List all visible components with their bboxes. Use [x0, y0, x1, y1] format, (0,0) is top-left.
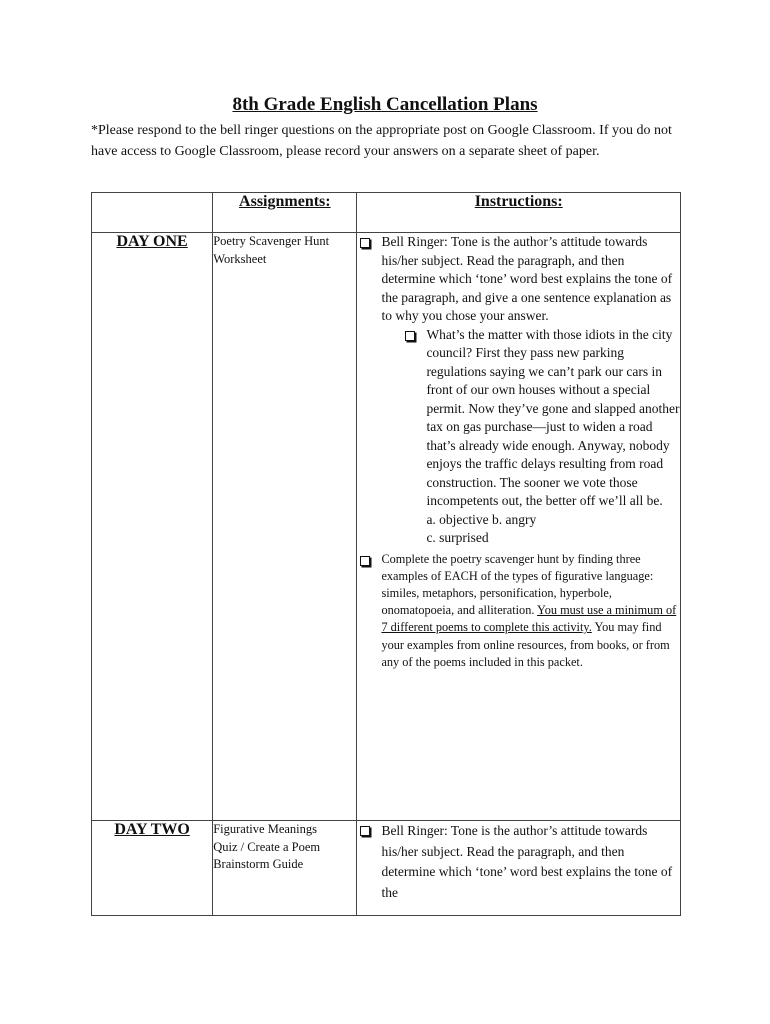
- header-instructions: Instructions:: [357, 193, 681, 233]
- day-one-instructions: [357, 233, 681, 821]
- day-two-row: [92, 821, 681, 916]
- assignment-line: Figurative Meanings: [213, 822, 318, 836]
- answer-choice-c: c. surprised: [426, 530, 489, 545]
- header-row: [92, 193, 681, 233]
- list-item: [357, 233, 680, 548]
- checkbox-bullet-icon: [360, 556, 370, 566]
- day-one-row: [92, 233, 681, 821]
- header-assignments: Assignments:: [213, 193, 357, 233]
- day-two-instructions: [357, 821, 681, 916]
- day-one-label: DAY ONE: [92, 233, 213, 821]
- checkbox-bullet-icon: [405, 331, 415, 341]
- task-text-start: Complete the poetry scavenger hunt by finding three examples of EACH of the types of figurative language: similes, metaphors, personification, hyperbole, onomatopoeia, and alliteration.: [381, 551, 654, 618]
- day-two-assignment: [213, 821, 357, 916]
- assignment-line: Brainstorm Guide: [213, 857, 304, 871]
- list-item: [357, 821, 680, 903]
- list-item: [402, 326, 680, 548]
- passage-text: What’s the matter with those idiots in the city council? First they pass new parking regulations saying we can’t park our cars in front of our own houses without a special permit. Now they’ve gone and slapped another tax on gas purchase—just to widen a road that’s already wide enough. Anyway, nobody enjoys the traffic delays resulting from road construction. The sooner we vote those incompetents out, the better off we’ll all be.: [426, 326, 680, 508]
- answer-choices-ab: a. objective b. angry: [426, 511, 537, 527]
- assignment-line: Quiz / Create a Poem: [213, 839, 321, 854]
- header-blank: [92, 193, 213, 233]
- checkbox-bullet-icon: [360, 238, 370, 248]
- bell-ringer-text: Bell Ringer: Tone is the author’s attitude towards his/her subject. Read the paragraph, and then determine which ‘tone’ word best explains the tone of the paragraph, and give a one sentence explanation as to why you chose your answer.: [381, 234, 673, 323]
- plan-table: [91, 192, 681, 916]
- intro-paragraph: *Please respond to the bell ringer questions on the appropriate post on Google Classroom. If you do not have access to Google Classroom, please record your answers on a separate sheet of paper.: [91, 123, 672, 159]
- day-one-assignment: Poetry Scavenger Hunt Worksheet: [213, 233, 357, 821]
- day-two-label: DAY TWO: [92, 821, 213, 916]
- checkbox-bullet-icon: [360, 826, 370, 836]
- task-text-underlined: You must use a minimum of 7 different poems to complete this activity.: [381, 603, 677, 635]
- list-item: [357, 551, 680, 671]
- bell-ringer-text: Bell Ringer: Tone is the author’s attitude towards his/her subject. Read the paragraph, and then determine which ‘tone’ word best explains the tone of the: [381, 823, 673, 900]
- document-title: 8th Grade English Cancellation Plans: [232, 94, 538, 115]
- task-text-end: You may find your examples from online resources, from books, or from any of the poems included in this packet.: [381, 620, 670, 669]
